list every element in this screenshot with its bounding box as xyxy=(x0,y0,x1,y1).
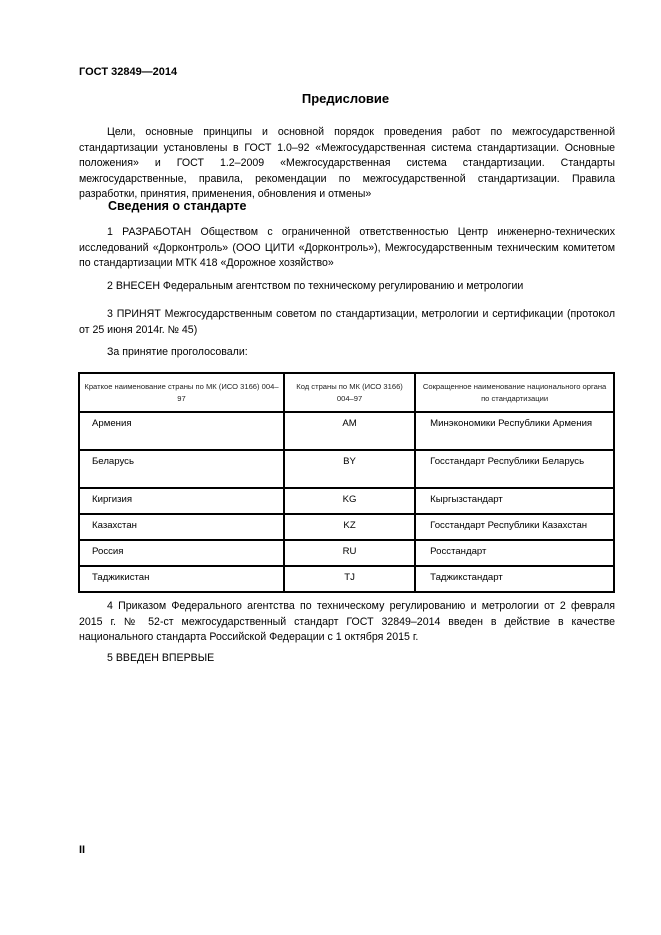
intro-text: Цели, основные принципы и основной порядок проведения работ по межгосударственной стандартизации установлены в ГОСТ 1.0–92 «Межгосударственная система стандартизации. Основные положения» и ГОСТ 1.2–2009 «Межгосударственная система стандартизации. Стандарты межгосударственные, правила, рекомендации по межгосударственной стандартизации. Правила разработки, принятия, применения, обновления и отмены» xyxy=(79,126,615,200)
voted-label xyxy=(79,345,615,361)
cell-code: AM xyxy=(284,412,415,450)
cell-body: Росстандарт xyxy=(415,540,614,566)
cell-code: RU xyxy=(284,540,415,566)
cell-body: Минэкономики Республики Армения xyxy=(415,412,614,450)
header-code: Код страны по МК (ИСО 3166) 004–97 xyxy=(284,373,415,412)
voted-text: За принятие проголосовали: xyxy=(107,346,248,358)
cell-country: Таджикистан xyxy=(79,566,284,592)
item-3-text: 3 ПРИНЯТ Межгосударственным советом по стандартизации, метрологии и сертификации (протокол от 25 июня 2014г. № 45) xyxy=(79,308,615,336)
cell-country: Россия xyxy=(79,540,284,566)
cell-code: BY xyxy=(284,450,415,488)
cell-country: Беларусь xyxy=(79,450,284,488)
item-1-paragraph xyxy=(79,225,615,272)
table-row xyxy=(79,540,614,566)
section-heading: Сведения о стандарте xyxy=(108,199,247,213)
item-2-text: 2 ВНЕСЕН Федеральным агентством по техническому регулированию и метрологии xyxy=(107,280,524,292)
cell-code: KZ xyxy=(284,514,415,540)
cell-country: Армения xyxy=(79,412,284,450)
intro-paragraph xyxy=(79,125,615,203)
cell-code: TJ xyxy=(284,566,415,592)
cell-country: Казахстан xyxy=(79,514,284,540)
item-5-text: 5 ВВЕДЕН ВПЕРВЫЕ xyxy=(107,652,215,664)
cell-body: Таджикстандарт xyxy=(415,566,614,592)
table-row xyxy=(79,514,614,540)
cell-body: Госстандарт Республики Казахстан xyxy=(415,514,614,540)
table-row xyxy=(79,412,614,450)
header-body: Сокращенное наименование национального органа по стандартизации xyxy=(415,373,614,412)
table-row xyxy=(79,488,614,514)
item-5-paragraph xyxy=(79,651,615,667)
cell-body: Кыргызстандарт xyxy=(415,488,614,514)
page-number: II xyxy=(79,844,86,856)
cell-country: Киргизия xyxy=(79,488,284,514)
item-4-paragraph xyxy=(79,599,615,646)
table-row xyxy=(79,450,614,488)
document-code: ГОСТ 32849—2014 xyxy=(79,66,178,78)
cell-body: Госстандарт Республики Беларусь xyxy=(415,450,614,488)
item-1-text: 1 РАЗРАБОТАН Обществом с ограниченной ответственностью Центр инженерно-технических исследований «Дорконтроль» (ООО ЦИТИ «Дорконтроль»), Межгосударственным техническим комитетом по стандартизации МТК 418 «Дорожное хозяйство» xyxy=(79,226,615,269)
header-country: Краткое наименование страны по МК (ИСО 3166) 004–97 xyxy=(79,373,284,412)
item-4-text: 4 Приказом Федерального агентства по техническому регулированию и метрологии от 2 февраля 2015 г. № 52-ст межгосударственный стандарт ГОСТ 32849–2014 введен в действие в качестве национального стандарта Российской Федерации с 1 октября 2015 г. xyxy=(79,600,615,643)
voting-table xyxy=(78,372,615,593)
item-2-paragraph xyxy=(79,279,615,295)
table-header-row xyxy=(79,373,614,412)
cell-code: KG xyxy=(284,488,415,514)
table-row xyxy=(79,566,614,592)
page-title: Предисловие xyxy=(301,91,390,106)
item-3-paragraph xyxy=(79,307,615,338)
